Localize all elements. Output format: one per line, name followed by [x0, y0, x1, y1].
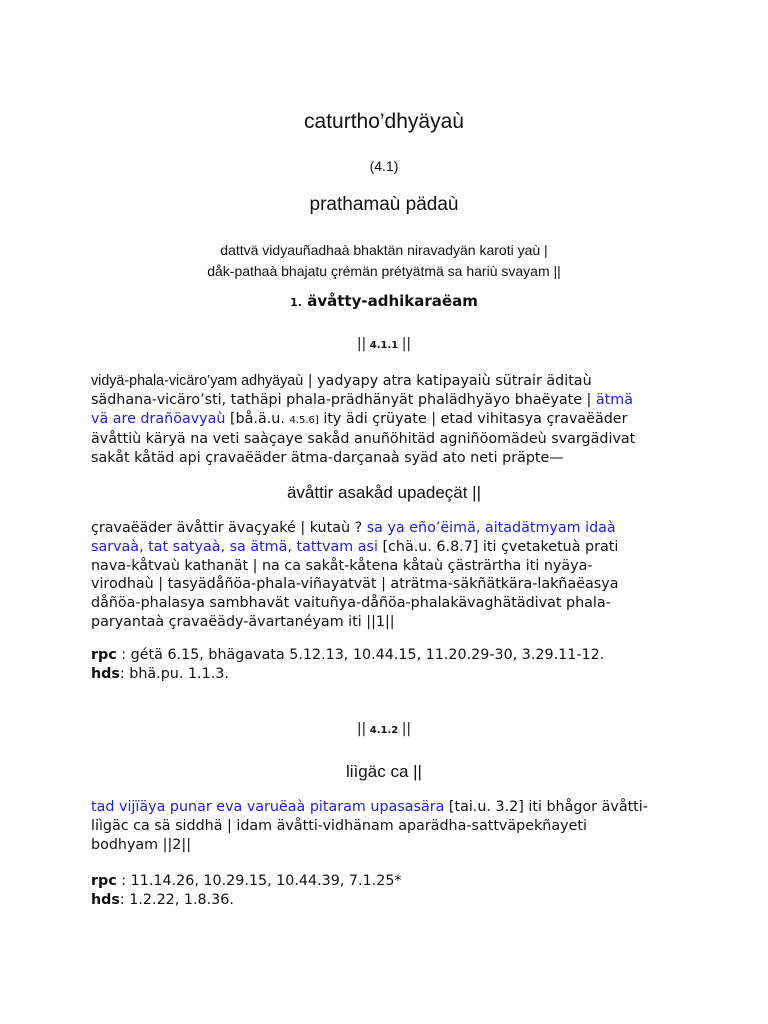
chapter-title: caturtho’dhyäyaù: [304, 110, 464, 133]
sutra-number-1: [0, 336, 768, 352]
pada-title: prathamaù pädaù: [309, 194, 459, 215]
commentary-paragraph-3: [91, 798, 691, 854]
sutra-bar-close: ||: [401, 721, 412, 737]
scripture-quote: ätmä: [595, 391, 633, 408]
sutra-bar-open: ||: [356, 336, 367, 352]
text-line: çravaëäder ävåttir ävaçyaké | kutaù ? sa ya eño’ëimä, aitadätmyam idaà: [91, 520, 616, 536]
rpc-label: rpc: [91, 873, 117, 889]
scripture-quote: sa ya eño’ëimä, aitadätmyam idaà: [366, 520, 616, 536]
sutra-bar-open: ||: [356, 721, 367, 737]
hds-label: hds: [91, 891, 120, 908]
text-line: bodhyam ||2||: [91, 836, 192, 853]
sutra-number-2: [0, 721, 768, 737]
rpc-reference: rpc : 11.14.26, 10.29.15, 10.44.39, 7.1.25*: [91, 873, 402, 889]
invocation-line-1: dattvä vidyauñadhaà bhaktän niravadyän karoti yaù |: [220, 242, 548, 258]
sutra-text-2: liìgäc ca ||: [346, 762, 422, 781]
text-line: vä are drañöavyaù [bå.ä.u. 4.5.6] ity ädi çrüyate | etad vihitasya çravaëäder: [91, 410, 628, 427]
hds-reference: hds: bhä.pu. 1.1.3.: [91, 665, 229, 682]
text-line: vidyä-phala-vicäro’yam adhyäyaù | yadyapy atra katipayaiù sütrair äditaù: [91, 373, 592, 389]
text-line: liìgäc ca sä siddhä | idam ävåtti-vidhänam aparädha-sattväpekñayeti: [91, 817, 587, 834]
text-line: ävåttiù käryä na veti saàçaye sakåd anuñöhitäd agniñöomädeù svargädivat: [91, 431, 636, 448]
adhikarana-heading: [0, 292, 768, 310]
rpc-reference: rpc : gétä 6.15, bhägavata 5.12.13, 10.44.15, 11.20.29-30, 3.29.11-12.: [91, 647, 605, 663]
scripture-quote: vä are drañöavyaù: [91, 410, 226, 427]
hds-label: hds: [91, 665, 120, 682]
commentary-paragraph-2: [91, 519, 691, 632]
sutra-num: 4.1.1: [369, 340, 399, 351]
commentary-paragraph-1: [91, 372, 691, 468]
text-line: tad vijïäya punar eva varuëaà pitaram upasasära [tai.u. 3.2] iti bhågor ävåtti-: [91, 799, 648, 815]
adhikarana-name: ävåtty-adhikaraëam: [307, 292, 478, 310]
text-line: sakåt kåtäd api çravaëäder ätma-darçanaà syäd ato neti präpte—: [91, 450, 564, 467]
text-line: nava-kåtvaù kathanät | na ca sakåt-kåtena kåtaù çästrärtha iti nyäya-: [91, 557, 593, 574]
adhikarana-number: 1.: [290, 296, 302, 309]
references-1: [91, 646, 691, 684]
references-2: [91, 872, 691, 910]
text-line: sädhana-vicäro’sti, tathäpi phala-prädhänyät phalädhyäyo bhaëyate | ätmä: [91, 391, 633, 408]
sutra-bar-close: ||: [401, 336, 412, 352]
scripture-quote: tad vijïäya punar eva varuëaà pitaram upasasära: [91, 799, 445, 815]
invocation-line-2: dåk-pathaà bhajatu çrémän prétyätmä sa hariù svayam ||: [207, 263, 561, 279]
text-line: virodhaù | tasyädåñöa-phala-viñayatvät | aträtma-säkñätkära-lakñaëasya: [91, 576, 619, 593]
text-line: sarvaà, tat satyaà, sa ätmä, tattvam asi [chä.u. 6.8.7] iti çvetaketuà prati: [91, 538, 619, 555]
text-line: dåñöa-phalasya sambhavät vaituñya-dåñöa-phalakävaghätädivat phala-: [91, 595, 611, 612]
sutra-text-1: ävåttir asakåd upadeçät ||: [286, 483, 482, 502]
section-number: (4.1): [369, 158, 399, 174]
hds-reference: hds: 1.2.22, 1.8.36.: [91, 891, 234, 908]
scripture-quote: sarvaà, tat satyaà, sa ätmä, tattvam asi: [91, 538, 378, 555]
rpc-label: rpc: [91, 647, 117, 663]
sutra-num: 4.1.2: [369, 725, 399, 736]
text-line: paryantaà çravaëädy-ävartanéyam iti ||1||: [91, 613, 395, 630]
